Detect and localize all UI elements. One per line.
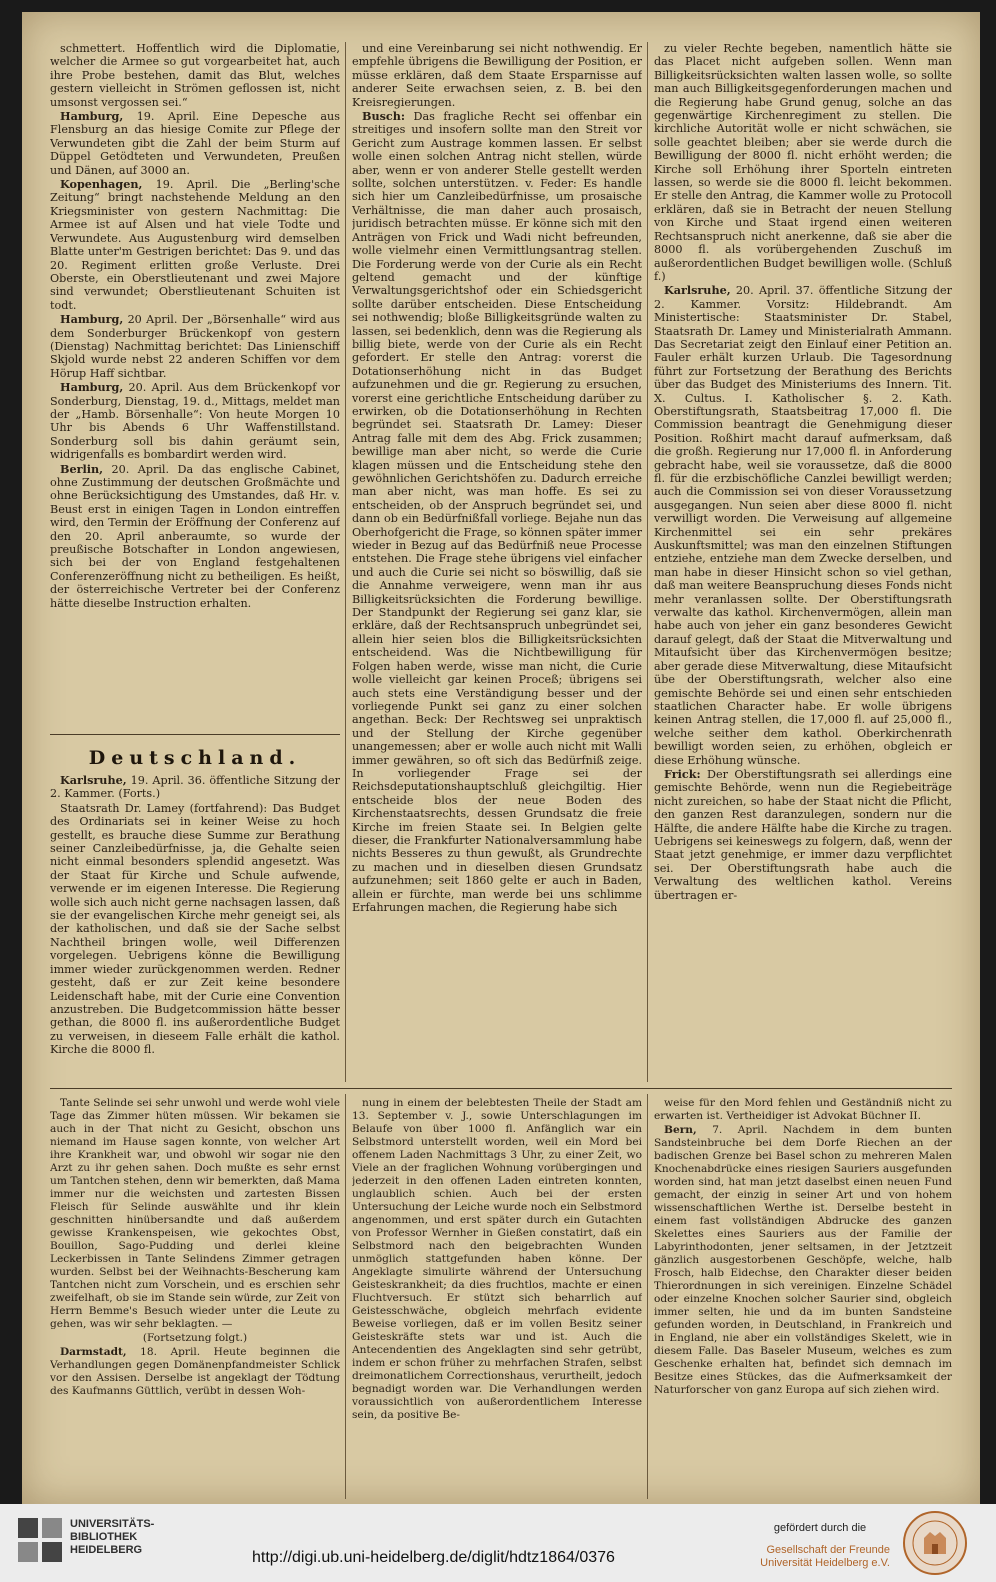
article-paragraph	[50, 110, 340, 177]
article-text: Tante Selinde sei sehr unwohl und werde wohl viele Tage das Zimmer hüten müssen. Wir bekamen sie auch in der That nicht zu Gesicht, obschon uns niemand im Hause sagen konnte, von welcher Art ihre Krankheit war, und obwohl wir sogar nie den Arzt zu ihr gehen sahen. Doch mußte es sehr ernst um Tantchen stehen, denn wir bemerkten, daß Mama immer nur die weichsten und zartesten Bissen Fleisch für Selinde auswählte und ihr klein geschnitten hinübersandte und daß außerdem gewisse Krankenspeisen, wie gekochtes Obst, Bouillon, Sago-Pudding und derlei kleine Leckerbissen in Tante Selindens Zimmer getragen wurden. Selbst bei der Weihnachts-Bescherung kam Tantchen nicht zum Vorschein, und es erschien sehr zweifelhaft, ob sie im Stande sein würde, zur Zeit von Herrn Bemme's Besuch wieder unter die Leute zu gehen, was wir sehr beklagten. —	[50, 1097, 340, 1330]
dateline: Frick:	[664, 766, 701, 781]
society-seal-icon	[902, 1510, 968, 1576]
article-paragraph	[352, 42, 642, 109]
article-paragraph	[654, 284, 952, 767]
article-text: 18. April. Heute beginnen die Verhandlungen gegen Domänenpfandmeister Schlick vor den Assisen. Derselbe ist angeklagt der Tödtung des Kaufmanns Güttlich, verübt in dessen Woh-	[50, 1346, 340, 1397]
article-paragraph	[352, 110, 642, 914]
article-text: 20. April. 37. öffentliche Sitzung der 2. Kammer. Vorsitz: Hildebrandt. Am Ministertische: Staatsminister Dr. Stabel, Staatsrath Dr. Lamey und Ministerialrath Ammann. Das Secretariat zeigt den Einlauf einer Petition an. Fauler erhält kurzen Urlaub. Die Tagesordnung führt zur Fortsetzung der Berathung des Berichts über das Budget des Ministeriums des Innern. Tit. X. Cultus. I. Katholischer §. 2. Kath. Oberstiftungsrath, Staatsbeitrag 17,000 fl. Die Commission beantragt die Genehmigung dieser Position. Roßhirt macht darauf aufmerksam, daß die großh. Regierung nur 17,000 fl. in Anforderung gebracht habe, weil sie voraussetze, daß die 8000 fl. für die erzbischöfliche Canzlei bewilligt werden; auch die Commission sei von dieser Voraussetzung ausgegangen. Nun seien aber diese 8000 fl. nicht verwilligt worden. Die Verweisung auf allgemeine Kirchenmittel sei ein sehr prekäres Auskunftsmittel; was man den einzelnen Stiftungen entziehe, entziehe man dem Zwecke derselben, und man habe in dieser Hinsicht schon so viel gethan, daß man weitere Beanspruchung dieses Fonds nicht mehr veranlassen sollte. Der Oberstiftungsrath verwalte das kathol. Kirchenvermögen, allein man habe auch von jeher ein ganz besonderes Gewicht darauf gelegt, daß der Staat die Mitverwaltung und Mitaufsicht über das Kirchenvermögen besitze; aber gerade diese Mitverwaltung, diese Mitaufsicht übe der Oberstiftungsrath, welcher also eine gemischte Behörde sei und einen sehr entschieden staatlichen Character habe. Er wolle übrigens keinen Antrag stellen, die 17,000 fl. auf 25,000 fl., welche seither dem kathol. Oberkirchenrath bewilligt worden seien, zu erhöhen, obgleich er diese Erhöhung wünsche.	[654, 284, 952, 767]
article-paragraph	[50, 802, 340, 1057]
society-name-line: Gesellschaft der Freunde	[766, 1544, 890, 1556]
column-1	[50, 42, 340, 722]
dateline: Darmstadt,	[60, 1346, 127, 1358]
dateline: Karlsruhe,	[664, 283, 731, 298]
article-text: 7. April. Nachdem in dem bunten Sandsteinbruche bei dem Dorfe Riechen an der badischen Grenze bei Basel schon zu mehreren Malen Knochenabdrücke eines riesigen Sauriers ausgefunden worden sind, hat man jetzt daselbst einen neuen Fund gemacht, der einzig in seiner Art und von hohem wissenschaftlichen Werthe ist. Derselbe besteht in einem fast vollständigen Abdrucke des ganzen Skelettes eines Sauriers aus der Familie der Labyrinthodonten, jener seltsamen, in der Jetztzeit gänzlich ausgestorbenen Geschöpfe, welche, halb Frosch, halb Eidechse, den Charakter dieser beiden Thierordnungen in sich vereinigen. Einzelne Schädel oder einzelne Knochen solcher Saurier sind, obgleich immer selten, hie und da im bunten Sandsteine gefunden worden, in Deutschland, in Frankreich und in England, nie aber ein vollständiges Skelett, wie in diesem Falle. Das Baseler Museum, welches es zum Geschenke erhalten hat, befindet sich demnach im Besitze eines Stückes, das die Aufmerksamkeit der Naturforscher von ganz Europa auf sich ziehen wird.	[654, 1124, 952, 1396]
library-name-line: UNIVERSITÄTS-	[70, 1518, 155, 1530]
column-divider	[647, 42, 648, 1082]
article-paragraph	[50, 774, 340, 801]
society-name	[750, 1544, 890, 1570]
article-text: nung in einem der belebtesten Theile der Stadt am 13. September v. J., sowie Unterschlagungen im Belaufe von über 1000 fl. Anfänglich war ein Selbstmord unterstellt worden, weil ein Mord bei offenem Laden Nachmittags 3 Uhr, zu einer Zeit, wo Viele an der fraglichen Wohnung vorübergingen und jederzeit in den offenen Laden eintreten konnten, unglaublich schien. Auch bei der ersten Untersuchung der Leiche wurde noch ein Selbstmord angenommen, und erst später durch ein Gutachten von Professor Wernher in Gießen constatirt, daß ein Selbstmord nach den beigebrachten Wunden unmöglich stattgefunden haben könne. Der Angeklagte simulirte während der Untersuchung Geisteskrankheit; da dies fruchtlos, machte er einen Fluchtversuch. Er stützt sich beharrlich auf Geistesschwäche, obgleich mehrfach evidente Beweise vorliegen, daß er im vollen Besitz seiner Geisteskräfte stets war und ist. Auch die Antecendentien des Angeklagten sind sehr getrübt, indem er schon früher zu mehrfachen Strafen, selbst dreimonatlichem Correctionshaus, verurtheilt, jedoch begnadigt worden war. Die Verhandlungen werden voraussichtlich von außerordentlichem Interesse sein, da positive Be-	[352, 1097, 642, 1421]
dateline: Kopenhagen,	[60, 177, 143, 192]
article-text: Staatsrath Dr. Lamey (fortfahrend): Das Budget des Ordinariats sei in keiner Weise zu hoch gestellt, es brauche diese Summe zur Berathung seiner Canzleibedürfnisse, ja, die Gehalte seien nicht einmal besonders splendid angesetzt. Was der Staat für Kirche und Schule aufwende, verwende er im eigenen Interesse. Die Regierung wolle sich auch nicht gerne nachsagen lassen, daß sie der evangelischen Kirche mehr geneigt sei, als der katholischen, und daß sie der Sache selbst Nachtheil bringen wolle, weil Differenzen vorgelegen. Uebrigens könne die Bewilligung immer wieder zurückgenommen werden. Redner gesteht, daß er zur Zeit keine besondere Leidenschaft habe, mit der Curie eine Convention anzustreben. Die Budgetcommission hätte besser gethan, die 8000 fl. ins außerordentliche Budget zu verweisen, in dieseem Falle erhält die kathol. Kirche die 8000 fl.	[50, 801, 340, 1057]
column-divider	[647, 1094, 648, 1499]
article-paragraph	[654, 1097, 952, 1123]
article-text: 20 April. Der „Börsenhalle“ wird aus dem Sonderburger Brückenkopf von gestern (Dienstag) Nachmittag berichtet: Das Linienschiff Skjold wurde nebst 22 anderen Schiffen vor dem Hörup Haff sichtbar.	[50, 313, 340, 380]
article-paragraph	[654, 1124, 952, 1397]
article-paragraph	[50, 42, 340, 109]
society-name-line: Universität Heidelberg e.V.	[760, 1557, 890, 1569]
dateline: Hamburg,	[60, 312, 124, 327]
column-1-deutschland	[50, 774, 340, 1082]
article-text: (Fortsetzung folgt.)	[142, 1332, 248, 1344]
dateline: Berlin,	[60, 461, 103, 476]
feuilleton-rule	[50, 1088, 952, 1089]
permalink[interactable]: http://digi.ub.uni-heidelberg.de/diglit/hdtz1864/0376	[252, 1549, 615, 1566]
article-text: und eine Vereinbarung sei nicht nothwendig. Er empfehle übrigens die Bewilligung der Position, er müsse erklären, daß dem Staate Ersparnisse auf anderer Seite erwachsen seien, z. B. bei den Kreisregierungen.	[352, 42, 642, 109]
digitization-footer	[0, 1504, 996, 1582]
article-text: 20. April. Da das englische Cabinet, ohne Zustimmung der deutschen Großmächte und ohne Berücksichtigung des Umstandes, daß Hr. v. Beust erst in einigen Tagen in London eintreffen wird, den Termin der Eröffnung der Conferenz auf den 20. April anberaumte, so wurde der preußische Botschafter in London angewiesen, sich bei der von England festgehaltenen Conferenzeröffnung nicht zu betheiligen. Es heißt, der österreichische Vertreter bei der Conferenz hätte dieselbe Instruction erhalten.	[50, 462, 340, 610]
library-name-line: HEIDELBERG	[70, 1544, 143, 1556]
article-paragraph	[50, 313, 340, 380]
library-name	[70, 1518, 190, 1557]
funded-by-label: gefördert durch die	[773, 1522, 867, 1534]
article-text: 19. April. 36. öffentliche Sitzung der 2. Kammer. (Forts.)	[50, 774, 340, 801]
section-rule	[50, 734, 340, 735]
article-text: weise für den Mord fehlen und Geständniß nicht zu erwarten ist. Vertheidiger ist Advokat Büchner II.	[654, 1097, 952, 1122]
article-text: 19. April. Eine Depesche aus Flensburg an das hiesige Comite zur Pflege der Verwundeten gibt die Zahl der beim Sturm auf Düppel Getödteten und Verwundeten, Preußen und Dänen, auf 3000 an.	[50, 110, 340, 177]
section-title: Deutschland.	[88, 747, 302, 769]
feuilleton-column-3	[654, 1097, 952, 1497]
article-paragraph	[50, 1346, 340, 1398]
article-paragraph	[50, 1097, 340, 1331]
column-divider	[345, 42, 346, 1082]
column-divider	[345, 1094, 346, 1499]
article-paragraph	[654, 768, 952, 902]
dateline: Bern,	[664, 1124, 697, 1136]
dateline: Hamburg,	[60, 109, 124, 124]
feuilleton-column-2	[352, 1097, 642, 1497]
article-text: Das fragliche Recht sei offenbar ein streitiges und insofern sollte man den Streit vor Gericht zum Austrage kommen lassen. Er selbst wolle einen solchen Antrag nicht stellen, würde aber, wenn er von anderer Stelle gestellt werden sollte, solchen unterstützen. v. Feder: Es handle sich hier um Canzleibedürfnisse, um prosaische Verhältnisse, die man daher auch prosaisch, juridisch betrachten müsse. Er könne sich mit den Anträgen von Frick und Wadi nicht befreunden, wolle vielmehr einen Vermittlungsantrag stellen. Die Forderung werde von der Curie als ein Recht geltend gemacht und der künftige Verwaltungsgerichtshof oder ein Schiedsgericht sollte darüber entscheiden. Diese Entscheidung sei nothwendig; bloße Billigkeitsgründe walten zu lassen, sei bedenklich, denn was die Regierung als billig biete, werde von der Curie als ein Recht gefordert. Er stelle den Antrag: vorerst die Dotationserhöhung nicht in das Budget aufzunehmen und die gr. Regierung zu ersuchen, vorerst eine gerichtliche Entscheidung darüber zu erwirken, ob die Dotationserhöhung in Rechten begründet sei. Staatsrath Dr. Lamey: Dieser Antrag falle mit dem des Abg. Frick zusammen; bewillige man aber nicht, so werde die Curie klagen müssen und die Entscheidung stehe den gewöhnlichen Gerichtshöfen zu. Dadurch erreiche man aber nicht, was man hoffe. Es sei zu entscheiden, ob der Anspruch begründet sei, und dann ob ein Bedürfnißfall vorliege. Bejahe nun das Oberhofgericht die Frage, so können später immer wieder in Bezug auf das Bedürfniß neue Processe entstehen. Die Frage stehe übrigens viel einfacher und auch die Curie sei nicht so böswillig, daß sie die Annahme verweigere, wenn man ihr aus Billigkeitsrücksichten die Forderung bewillige. Der Standpunkt der Regierung sei ganz klar, sie erkläre, daß der Rechtsanspruch unbegründet sei, allein hier seien blos die Billigkeitsrücksichten entscheidend. Was die Nichtbewilligung für Folgen haben werde, wisse man nicht, die Curie wolle vielleicht gar keinen Proceß; übrigens sei auch stets eine Verständigung besser und der vorliegende Punkt sei ganz zu einer solchen angethan. Beck: Der Rechtsweg sei unpraktisch und der Stellung der Kirche gegenüber unangemessen; aber er wolle auch nicht mit Walli immer gewähren, so oft sich das Bedürfniß zeige. In vorliegender Frage sei der Reichsdeputationshauptschluß gleichgiltig. Hier entscheide blos der neue Boden des Kirchenstaatsrechts, dessen Grundsatz die freie Kirche im freien Staate sei. In Belgien gelte dieser, die Frankfurter Nationalversammlung habe nichts Besseres zu thun gewußt, als Grundrechte zu machen und in dieselben diesen Grundsatz aufzunehmen; seit 1860 gelte er auch in Baden, allein er fürchte, man werde bei uns schlimme Erfahrungen machen, die Regierung habe sich	[352, 110, 642, 914]
article-paragraph	[50, 463, 340, 610]
article-paragraph	[50, 381, 340, 461]
newspaper-page	[22, 12, 980, 1504]
article-text: 19. April. Die „Berling'sche Zeitung“ bringt nachstehende Meldung an den Kriegsminister von gestern Nachmittag: Die Armee ist auf Alsen und hat viele Todte und Verwundete. Aus Augustenburg wird demselben Blatte unter'm Gestrigen berichtet: Das 9. und das 20. Regiment erlitten große Verluste. Drei Oberste, ein Oberstlieutenant und zwei Majore sind verwundet; Oberstlieutenant Schuiten ist todt.	[50, 178, 340, 312]
dateline: Karlsruhe,	[60, 774, 127, 787]
article-paragraph	[352, 1097, 642, 1422]
column-3	[654, 42, 952, 1082]
dateline: Hamburg,	[60, 380, 124, 395]
column-2	[352, 42, 642, 1082]
article-text: 20. April. Aus dem Brückenkopf vor Sonderburg, Dienstag, 19. d., Mittags, meldet man der „Hamb. Börsenhalle“: Von heute Morgen 10 Uhr bis Abends 6 Uhr Waffenstillstand. Sonderburg soll bis dahin geräumt sein, widrigenfalls es bombardirt werden wird.	[50, 381, 340, 462]
article-paragraph	[50, 178, 340, 312]
feuilleton-column-1	[50, 1097, 340, 1497]
university-library-logo-icon	[18, 1518, 62, 1562]
article-text: zu vieler Rechte begeben, namentlich hätte sie das Placet nicht aufgeben sollen. Wenn man Billigkeitsrücksichten walten lassen wolle, so sollte man auch Billigkeitsgegenforderungen machen und die Regierung habe Grund genug, solche an das gegenwärtige Kirchenregiment zu stellen. Die kirchliche Autorität wolle er nicht schwächen, sie solle geachtet bleiben; aber sie werde durch die Bewilligung der 8000 fl. nicht erhöht werden; die Kirche soll Erhöhung ihrer Sporteln eintreten lassen, so werde sie die 8000 fl. leicht bekommen. Er stelle den Antrag, die Kammer wolle zu Protocoll erklären, daß sie in Betracht der neuen Stellung von Kirche und Staat irgend einen weiteren Rechtsanspruch nicht anerkenne, daß sie aber die 8000 fl. als vorübergehenden Zuschuß im außerordentlichen Budget bewilligen wolle. (Schluß f.)	[654, 42, 952, 283]
article-paragraph	[50, 1332, 340, 1345]
article-text: schmettert. Hoffentlich wird die Diplomatie, welcher die Armee so gut vorgearbeitet hat, auch ihre Probe bestehen, damit das Blut, welches gestern vielleicht in Strömen geflossen ist, nicht umsonst vergossen sei.“	[50, 42, 340, 109]
article-paragraph	[654, 42, 952, 283]
library-name-line: BIBLIOTHEK	[70, 1531, 138, 1543]
article-text: Der Oberstiftungsrath sei allerdings eine gemischte Behörde, wenn nun die Regiebeiträge nicht zureichen, so habe der Staat nicht die Pflicht, den ganzen Rest daranzulegen, sondern nur die Hälfte, die andere Hälfte habe die Kirche zu tragen. Uebrigens sei keineswegs zu folgern, daß, wenn der Staat jetzt genehmige, er immer dazu verpflichtet sei. Der Oberstiftungsrath habe auch die Verwaltung des weltlichen kathol. Vereins übertragen er-	[654, 767, 952, 902]
dateline: Busch:	[362, 109, 405, 124]
